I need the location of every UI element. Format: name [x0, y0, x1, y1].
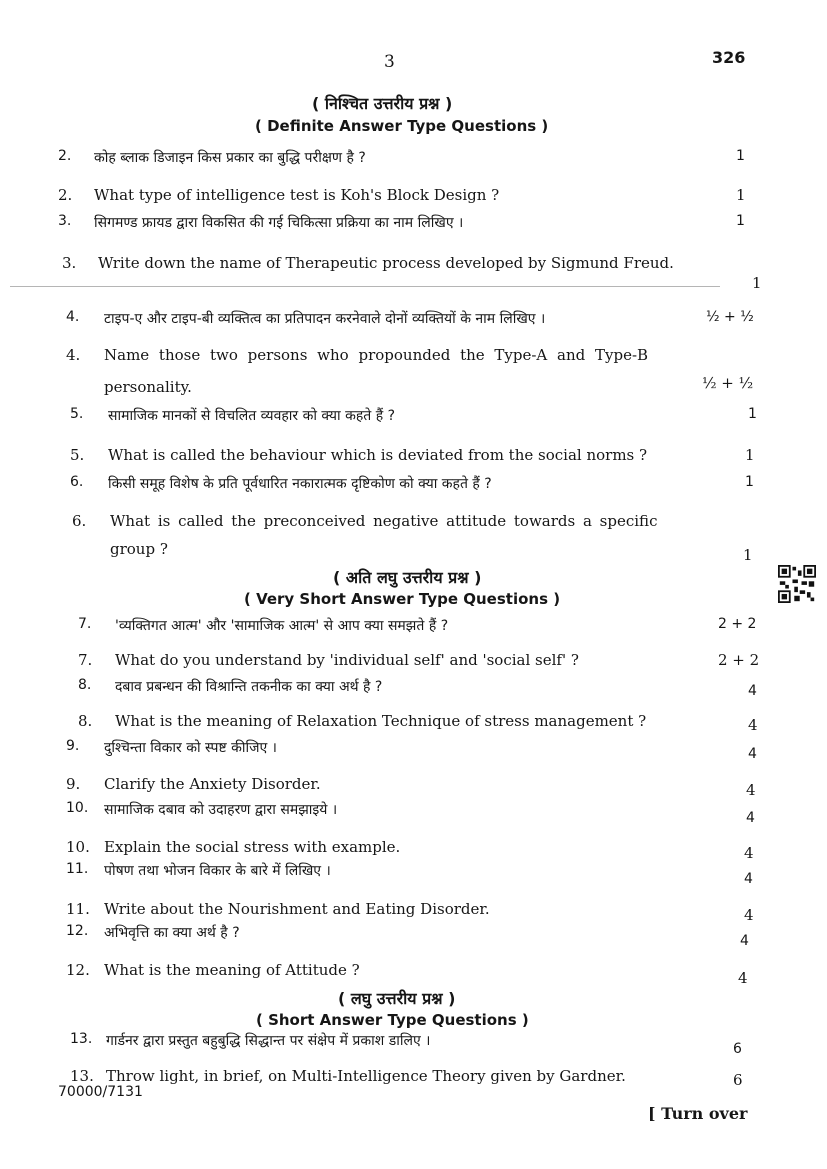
question-number: 2. [58, 186, 73, 204]
question-text-continued: personality. [104, 378, 192, 396]
question-number: 11. [66, 861, 89, 877]
question-number: 2. [58, 148, 72, 164]
turn-over-note: [ Turn over [648, 1104, 748, 1123]
question-marks: 1 [745, 446, 755, 464]
question-marks: ½ + ½ [702, 374, 754, 392]
question-marks: ½ + ½ [706, 309, 754, 325]
question-text: दुश्चिन्ता विकार को स्पष्ट कीजिए । [104, 740, 277, 756]
question-text: What do you understand by 'individual self' and 'social self' ? [115, 651, 579, 669]
question-text: गार्डनर द्वारा प्रस्तुत बहुबुद्धि सिद्धान्त पर संक्षेप में प्रकाश डालिए । [106, 1033, 431, 1049]
question-number: 8. [78, 712, 93, 730]
question-text: Throw light, in brief, on Multi-Intelligence Theory given by Gardner. [106, 1067, 626, 1085]
question-text: Clarify the Anxiety Disorder. [104, 775, 321, 793]
question-marks: 6 [733, 1041, 742, 1057]
question-marks: 4 [746, 781, 756, 799]
question-marks: 4 [738, 969, 748, 987]
question-text: What is called the behaviour which is deviated from the social norms ? [108, 446, 648, 464]
question-number: 10. [66, 800, 89, 816]
page-number: 3 [384, 52, 395, 72]
question-text-continued: group ? [110, 540, 168, 558]
question-text: Explain the social stress with example. [104, 838, 401, 856]
question-number: 5. [70, 406, 84, 422]
question-text: पोषण तथा भोजन विकार के बारे में लिखिए । [104, 863, 331, 879]
footer-code: 70000/7131 [58, 1084, 143, 1100]
section-very-short-english: ( Very Short Answer Type Questions ) [244, 590, 561, 608]
question-marks: 4 [748, 683, 757, 699]
question-text: 'व्यक्तिगत आत्म' और 'सामाजिक आत्म' से आप क्या समझते हैं ? [115, 618, 449, 634]
question-number: 13. [70, 1067, 94, 1085]
question-marks: 4 [740, 933, 749, 949]
question-text: What is the meaning of Attitude ? [104, 961, 360, 979]
question-marks: 4 [748, 716, 758, 734]
question-marks: 4 [744, 844, 754, 862]
question-marks: 1 [736, 213, 745, 229]
section-definite-hindi: ( निश्चित उत्तरीय प्रश्न ) [312, 94, 453, 113]
question-marks: 6 [733, 1071, 743, 1089]
question-text: Name those two persons who propounded the Type-A and Type-B [104, 346, 649, 364]
question-marks: 2 + 2 [718, 651, 760, 669]
question-text: What is the meaning of Relaxation Technique of stress management ? [115, 712, 647, 730]
question-number: 8. [78, 677, 92, 693]
question-number: 7. [78, 651, 93, 669]
question-number: 12. [66, 961, 90, 979]
question-number: 7. [78, 616, 92, 632]
question-marks: 4 [744, 906, 754, 924]
section-short-hindi: ( लघु उत्तरीय प्रश्न ) [338, 989, 456, 1008]
question-number: 10. [66, 838, 90, 856]
question-marks: 1 [736, 148, 745, 164]
scan-divider-line [10, 286, 720, 287]
section-short-english: ( Short Answer Type Questions ) [256, 1011, 529, 1029]
question-marks: 1 [752, 274, 762, 292]
question-number: 6. [72, 512, 87, 530]
section-definite-english: ( Definite Answer Type Questions ) [255, 117, 549, 135]
question-text: सामाजिक मानकों से विचलित व्यवहार को क्या कहते हैं ? [108, 408, 396, 424]
question-number: 4. [66, 346, 81, 364]
question-marks: 1 [748, 406, 757, 422]
question-number: 3. [58, 213, 72, 229]
question-number: 6. [70, 474, 84, 490]
question-number: 4. [66, 309, 80, 325]
question-text: सिगमण्ड फ्रायड द्वारा विकसित की गई चिकित्सा प्रक्रिया का नाम लिखिए । [94, 215, 464, 231]
question-text: कोह ब्लाक डिजाइन किस प्रकार का बुद्धि परीक्षण है ? [94, 150, 366, 166]
question-marks: 4 [746, 810, 755, 826]
question-text: किसी समूह विशेष के प्रति पूर्वधारित नकारात्मक दृष्टिकोण को क्या कहते हैं ? [108, 476, 492, 492]
question-marks: 4 [744, 871, 753, 887]
question-number: 12. [66, 923, 89, 939]
question-number: 3. [62, 254, 77, 272]
question-text: Write about the Nourishment and Eating Disorder. [104, 900, 490, 918]
question-text: दबाव प्रबन्धन की विश्रान्ति तकनीक का क्या अर्थ है ? [115, 679, 383, 695]
question-text: What is called the preconceived negative attitude towards a specific [110, 512, 658, 530]
question-number: 13. [70, 1031, 93, 1047]
question-marks: 4 [748, 746, 757, 762]
question-text: What type of intelligence test is Koh's Block Design ? [94, 186, 500, 204]
question-number: 11. [66, 900, 90, 918]
question-marks: 1 [736, 186, 746, 204]
paper-code: 326 [712, 48, 746, 67]
question-marks: 1 [743, 546, 753, 564]
question-marks: 1 [745, 474, 754, 490]
question-text: सामाजिक दबाव को उदाहरण द्वारा समझाइये । [104, 802, 338, 818]
question-marks: 2 + 2 [718, 616, 757, 632]
section-very-short-hindi: ( अति लघु उत्तरीय प्रश्न ) [333, 568, 482, 587]
question-text: Write down the name of Therapeutic process developed by Sigmund Freud. [98, 254, 674, 272]
question-number: 9. [66, 738, 80, 754]
question-number: 5. [70, 446, 85, 464]
question-text: अभिवृत्ति का क्या अर्थ है ? [104, 925, 240, 941]
question-text: टाइप-ए और टाइप-बी व्यक्तित्व का प्रतिपादन करनेवाले दोनों व्यक्तियों के नाम लिखिए । [104, 311, 546, 327]
qr-code-icon [778, 565, 816, 603]
question-number: 9. [66, 775, 81, 793]
